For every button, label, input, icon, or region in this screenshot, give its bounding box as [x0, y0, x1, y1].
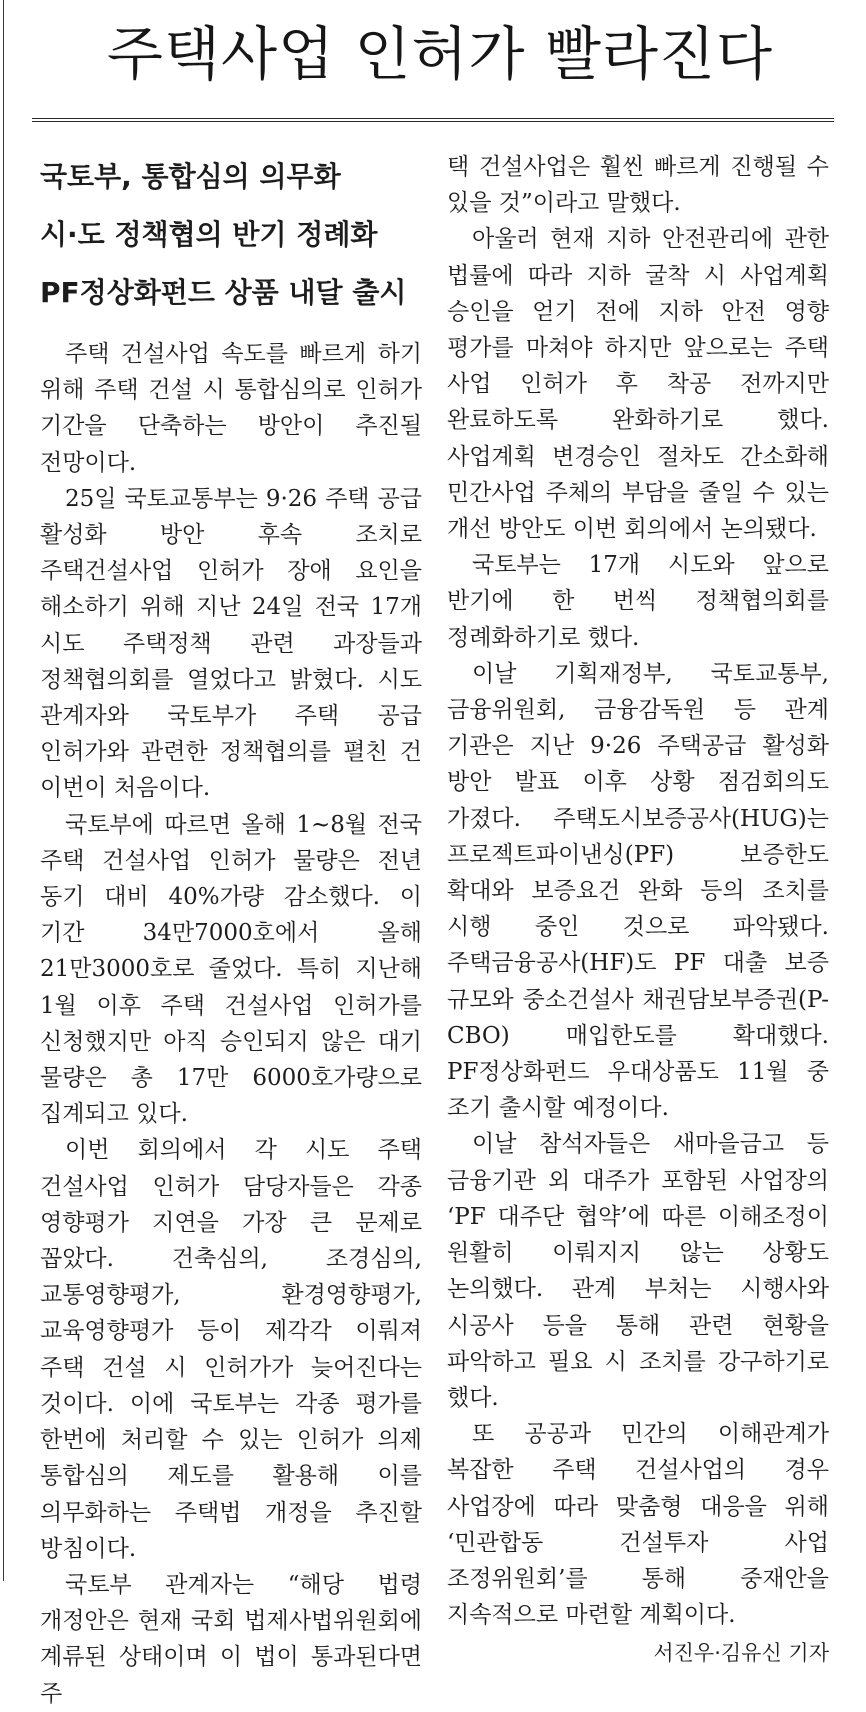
paragraph: 이날 참석자들은 새마을금고 등 금융기관 외 대주가 포함된 사업장의 ‘PF 대주단 협약’에 따른 이해조정이 원활히 이뤄지지 않는 상황도 논의했다. 관계 부처는 시행사와 시공사 등을 통해 관련 현황을 파악하고 필요 시 조치를 강구하기로 했다. [447, 1131, 829, 1411]
paragraph: 국토부는 17개 시도와 앞으로 반기에 한 번씩 정책협의회를 정례화하기로 했다. [447, 552, 829, 651]
paragraph: 또 공공과 민간의 이해관계가 복잡한 주택 건설사업의 경우 사업장에 따라 맞춤형 대응을 위해 ‘민관합동 건설투자 사업 조정위원회’를 통해 중재안을 지속적으로 마련할 계획이다. [447, 1421, 829, 1629]
subhead-3: PF정상화펀드 상품 내달 출시 [40, 276, 407, 309]
subhead-2: 시·도 정책협의 반기 정례화 [40, 218, 378, 251]
paragraph: 주택 건설사업 속도를 빠르게 하기 위해 주택 건설 시 통합심의로 인허가 기간을 단축하는 방안이 추진될 전망이다. [40, 341, 422, 476]
paragraph: 국토부 관계자는 “해당 법령 개정안은 현재 국회 법제사법위원회에 계류된 상태이며 이 법이 통과된다면 주 [40, 1571, 422, 1707]
paragraph: 아울러 현재 지하 안전관리에 관한 법률에 따라 지하 굴착 시 사업계획 승인을 얻기 전에 지하 안전 영향 평가를 마쳐야 하지만 앞으로는 주택 사업 인허가 후 착공 전까지만 완료하도록 완화하기로 했다. 사업계획 변경승인 절차도 간소화해 민간사업 주체의 부담을 줄일 수 있는 개선 방안도 이번 회의에서 논의됐다. [447, 226, 829, 543]
paragraph: 이날 기획재정부, 국토교통부, 금융위원회, 금융감독원 등 관계 기관은 지난 9·26 주택공급 활성화 방안 발표 이후 상황 점검회의도 가졌다. 주택도시보증공사(HUG)는 프로젝트파이낸싱(PF) 보증한도 확대와 보증요건 완화 등의 조치를 시행 중인 것으로 파악됐다. 주택금융공사(HF)도 PF 대출 보증 규모와 중소건설사 채권담보부증권(P-CBO) 매입한도를 확대했다. PF정상화펀드 우대상품도 11월 중 조기 출시할 예정이다. [447, 660, 829, 1122]
headline: 주택사업 인허가 빨라진다 [106, 20, 774, 88]
article-column-right [447, 149, 829, 1671]
subhead-1: 국토부, 통합심의 의무화 [40, 160, 341, 193]
byline: 서진우·김유신 기자 [653, 1641, 829, 1666]
paragraph: 이번 회의에서 각 시도 주택 건설사업 인허가 담당자들은 각종 영향평가 지연을 가장 큰 문제로 꼽았다. 건축심의, 조경심의, 교통영향평가, 환경영향평가, 교육영향평가 등이 제각각 이뤄져 주택 건설 시 인허가가 늦어진다는 것이다. 이에 국토부는 각종 평가를 한번에 처리할 수 있는 인허가 의제 통합심의 제도를 활용해 이를 의무화하는 주택법 개정을 추진할 방침이다. [40, 1137, 422, 1562]
paragraph: 25일 국토교통부는 9·26 주택 공급 활성화 방안 후속 조치로 주택건설사업 인허가 장애 요인을 해소하기 위해 지난 24일 전국 17개 시도 주택정책 관련 과장들과 정책협의회를 열었다고 밝혔다. 시도 관계자와 국토부가 주택 공급 인허가와 관련한 정책협의를 펼친 건 이번이 처음이다. [40, 485, 422, 802]
subhead-block [40, 142, 422, 322]
headline-rule-top [32, 118, 834, 119]
page-edge-rule [3, 0, 4, 1581]
article-column-left [40, 142, 422, 1712]
headline-rule-bottom [32, 121, 834, 122]
paragraph: 국토부에 따르면 올해 1~8월 전국 주택 건설사업 인허가 물량은 전년 동기 대비 40%가량 감소했다. 이 기간 34만7000호에서 올해 21만3000호로 줄었다. 특히 지난해 1월 이후 주택 건설사업 인허가를 신청했지만 아직 승인되지 않은 대기 물량은 총 17만 6000호가량으로 집계되고 있다. [40, 811, 422, 1128]
paragraph-continued: 택 건설사업은 훨씬 빠르게 진행될 수 있을 것”이라고 말했다. [447, 154, 829, 217]
